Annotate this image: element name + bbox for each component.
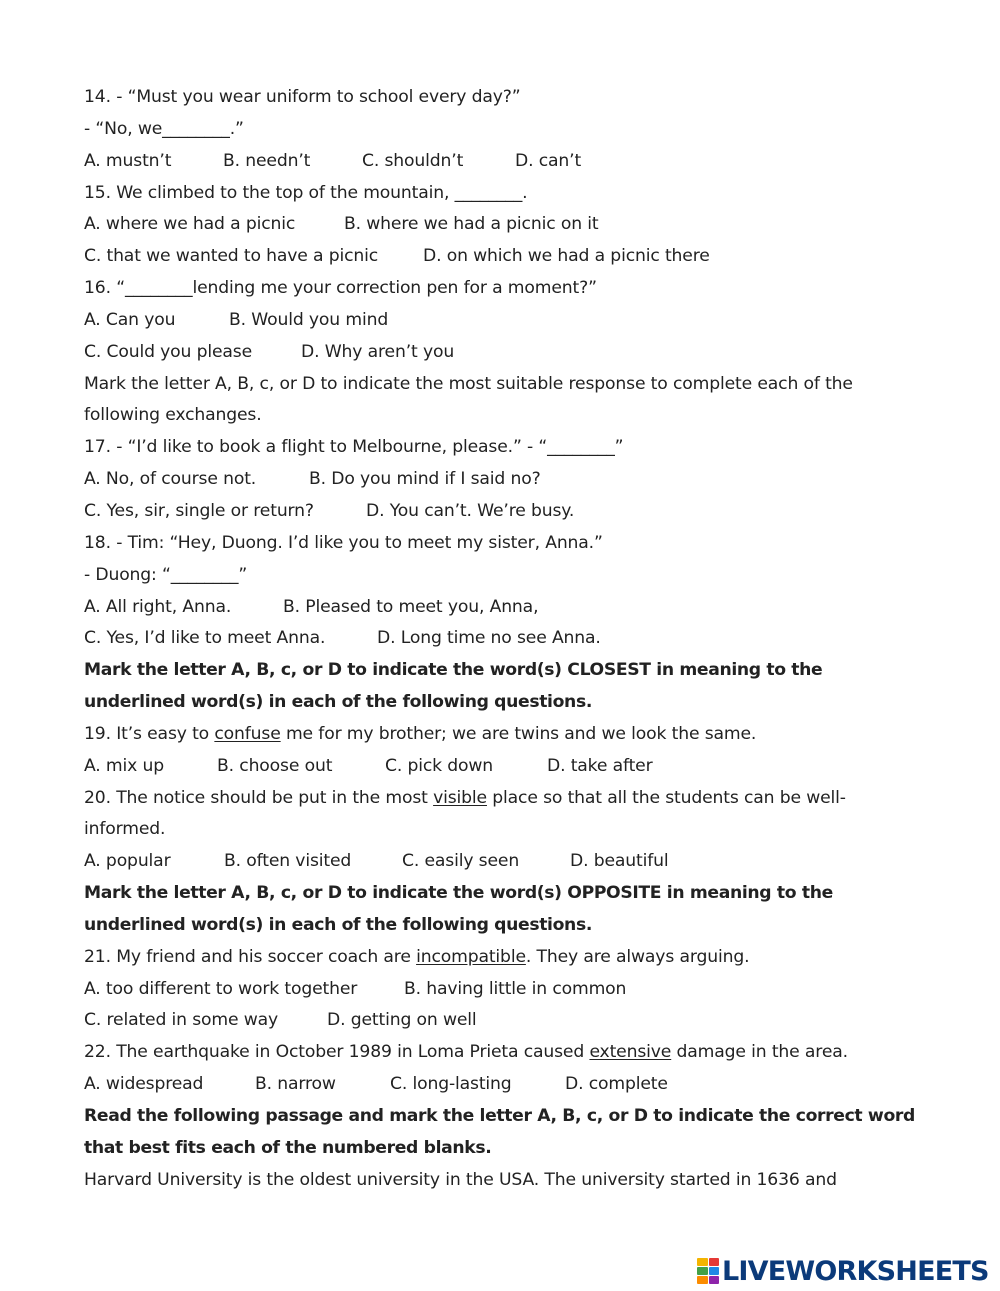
passage-line-1: Harvard University is the oldest university in the USA. The university started in 1636 and — [84, 1169, 837, 1190]
section-passage-line-1: Read the following passage and mark the letter A, B, c, or D to indicate the correct word — [84, 1106, 915, 1126]
section-closest-line-2: underlined word(s) in each of the following questions. — [84, 692, 593, 713]
q22-stem — [84, 1037, 924, 1069]
q21-stem-post: . They are always arguing. — [525, 946, 750, 967]
q19-option-b: B. choose out — [217, 755, 333, 776]
q19-stem-post: me for my brother; we are twins and we look the same. — [280, 723, 757, 744]
q19-underlined-word: confuse — [214, 723, 281, 744]
q17-stem: 17. - “I’d like to book a flight to Melbourne, please.” - “________” — [84, 437, 624, 458]
q17-option-b: B. Do you mind if I said no? — [309, 469, 541, 490]
q18-option-a: A. All right, Anna. — [84, 596, 232, 617]
q19-stem — [84, 719, 924, 751]
q21-stem — [84, 942, 924, 974]
q16-options-ab — [84, 305, 924, 337]
q19-option-d: D. take after — [547, 755, 653, 776]
q14-option-b: B. needn’t — [223, 150, 311, 171]
liveworksheets-logo-icon — [697, 1258, 719, 1284]
q18-options-cd — [84, 623, 924, 655]
q20-stem-post: place so that all the students can be well- — [486, 787, 846, 808]
section-response-line-1: Mark the letter A, B, c, or D to indicate the most suitable response to complete each of the — [84, 373, 853, 394]
q16-option-b: B. Would you mind — [229, 309, 389, 330]
q22-option-a: A. widespread — [84, 1074, 204, 1095]
q20-underlined-word: visible — [433, 787, 487, 808]
q19-option-c: C. pick down — [385, 755, 494, 776]
q14-option-c: C. shouldn’t — [362, 150, 464, 171]
q18-option-c: C. Yes, I’d like to meet Anna. — [84, 628, 326, 649]
q16-option-a: A. Can you — [84, 309, 176, 330]
q21-underlined-word: incompatible — [416, 946, 526, 967]
q16-options-cd — [84, 337, 924, 369]
q15-stem: 15. We climbed to the top of the mountain, ________. — [84, 182, 528, 203]
section-opposite-line-2: underlined word(s) in each of the following questions. — [84, 914, 593, 935]
q15-options-ab — [84, 209, 924, 241]
q16-stem: 16. “________lending me your correction pen for a moment?” — [84, 278, 597, 299]
q15-options-cd — [84, 241, 924, 273]
section-passage-line-2: that best fits each of the numbered blanks. — [84, 1137, 492, 1158]
liveworksheets-logo[interactable] — [697, 1254, 989, 1288]
q21-option-c: C. related in some way — [84, 1010, 279, 1031]
q18-options-ab — [84, 592, 924, 624]
liveworksheets-brand-text: LIVEWORKSHEETS — [722, 1255, 989, 1287]
q22-option-b: B. narrow — [255, 1074, 336, 1095]
q15-option-b: B. where we had a picnic on it — [344, 214, 599, 235]
section-closest-line-1: Mark the letter A, B, c, or D to indicate the word(s) CLOSEST in meaning to the — [84, 660, 823, 681]
q22-option-d: D. complete — [565, 1074, 668, 1095]
q15-option-d: D. on which we had a picnic there — [423, 246, 710, 267]
section-response-line-2: following exchanges. — [84, 405, 262, 426]
q18-stem-2: - Duong: “________” — [84, 564, 248, 585]
q14-option-d: D. can’t — [515, 150, 582, 171]
q18-option-b: B. Pleased to meet you, Anna, — [283, 596, 539, 617]
q21-stem-pre: 21. My friend and his soccer coach are — [84, 946, 417, 967]
q15-option-c: C. that we wanted to have a picnic — [84, 246, 379, 267]
q21-option-a: A. too different to work together — [84, 978, 358, 999]
q20-stem — [84, 783, 924, 815]
q15-option-a: A. where we had a picnic — [84, 214, 296, 235]
q20-option-a: A. popular — [84, 851, 171, 872]
q18-option-d: D. Long time no see Anna. — [377, 628, 601, 649]
q20-stem-2: informed. — [84, 819, 166, 840]
q20-stem-pre: 20. The notice should be put in the most — [84, 787, 434, 808]
worksheet-page — [84, 82, 924, 1197]
q19-option-a: A. mix up — [84, 755, 164, 776]
section-opposite-line-1: Mark the letter A, B, c, or D to indicate the word(s) OPPOSITE in meaning to the — [84, 883, 833, 904]
q20-option-c: C. easily seen — [402, 851, 520, 872]
q16-option-d: D. Why aren’t you — [301, 341, 455, 362]
q14-stem-2: - “No, we________.” — [84, 118, 244, 139]
q17-option-d: D. You can’t. We’re busy. — [366, 500, 575, 521]
q20-option-d: D. beautiful — [570, 851, 669, 872]
q19-stem-pre: 19. It’s easy to — [84, 723, 215, 744]
q21-options-cd — [84, 1005, 924, 1037]
q18-stem: 18. - Tim: “Hey, Duong. I’d like you to meet my sister, Anna.” — [84, 532, 603, 553]
q22-option-c: C. long-lasting — [390, 1074, 512, 1095]
q22-underlined-word: extensive — [589, 1042, 672, 1063]
q17-options-ab — [84, 464, 924, 496]
q14-stem: 14. - “Must you wear uniform to school every day?” — [84, 87, 521, 107]
q14-option-a: A. mustn’t — [84, 150, 172, 171]
q17-option-a: A. No, of course not. — [84, 469, 257, 490]
q22-options — [84, 1069, 924, 1101]
q21-option-b: B. having little in common — [404, 978, 627, 999]
q21-options-ab — [84, 974, 924, 1006]
q20-option-b: B. often visited — [224, 851, 352, 872]
q17-options-cd — [84, 496, 924, 528]
q22-stem-post: damage in the area. — [671, 1042, 848, 1063]
q19-options — [84, 751, 924, 783]
q14-options — [84, 146, 924, 178]
q17-option-c: C. Yes, sir, single or return? — [84, 500, 314, 521]
q16-option-c: C. Could you please — [84, 341, 253, 362]
q21-option-d: D. getting on well — [327, 1010, 477, 1031]
q20-options — [84, 846, 924, 878]
q22-stem-pre: 22. The earthquake in October 1989 in Loma Prieta caused — [84, 1042, 590, 1063]
